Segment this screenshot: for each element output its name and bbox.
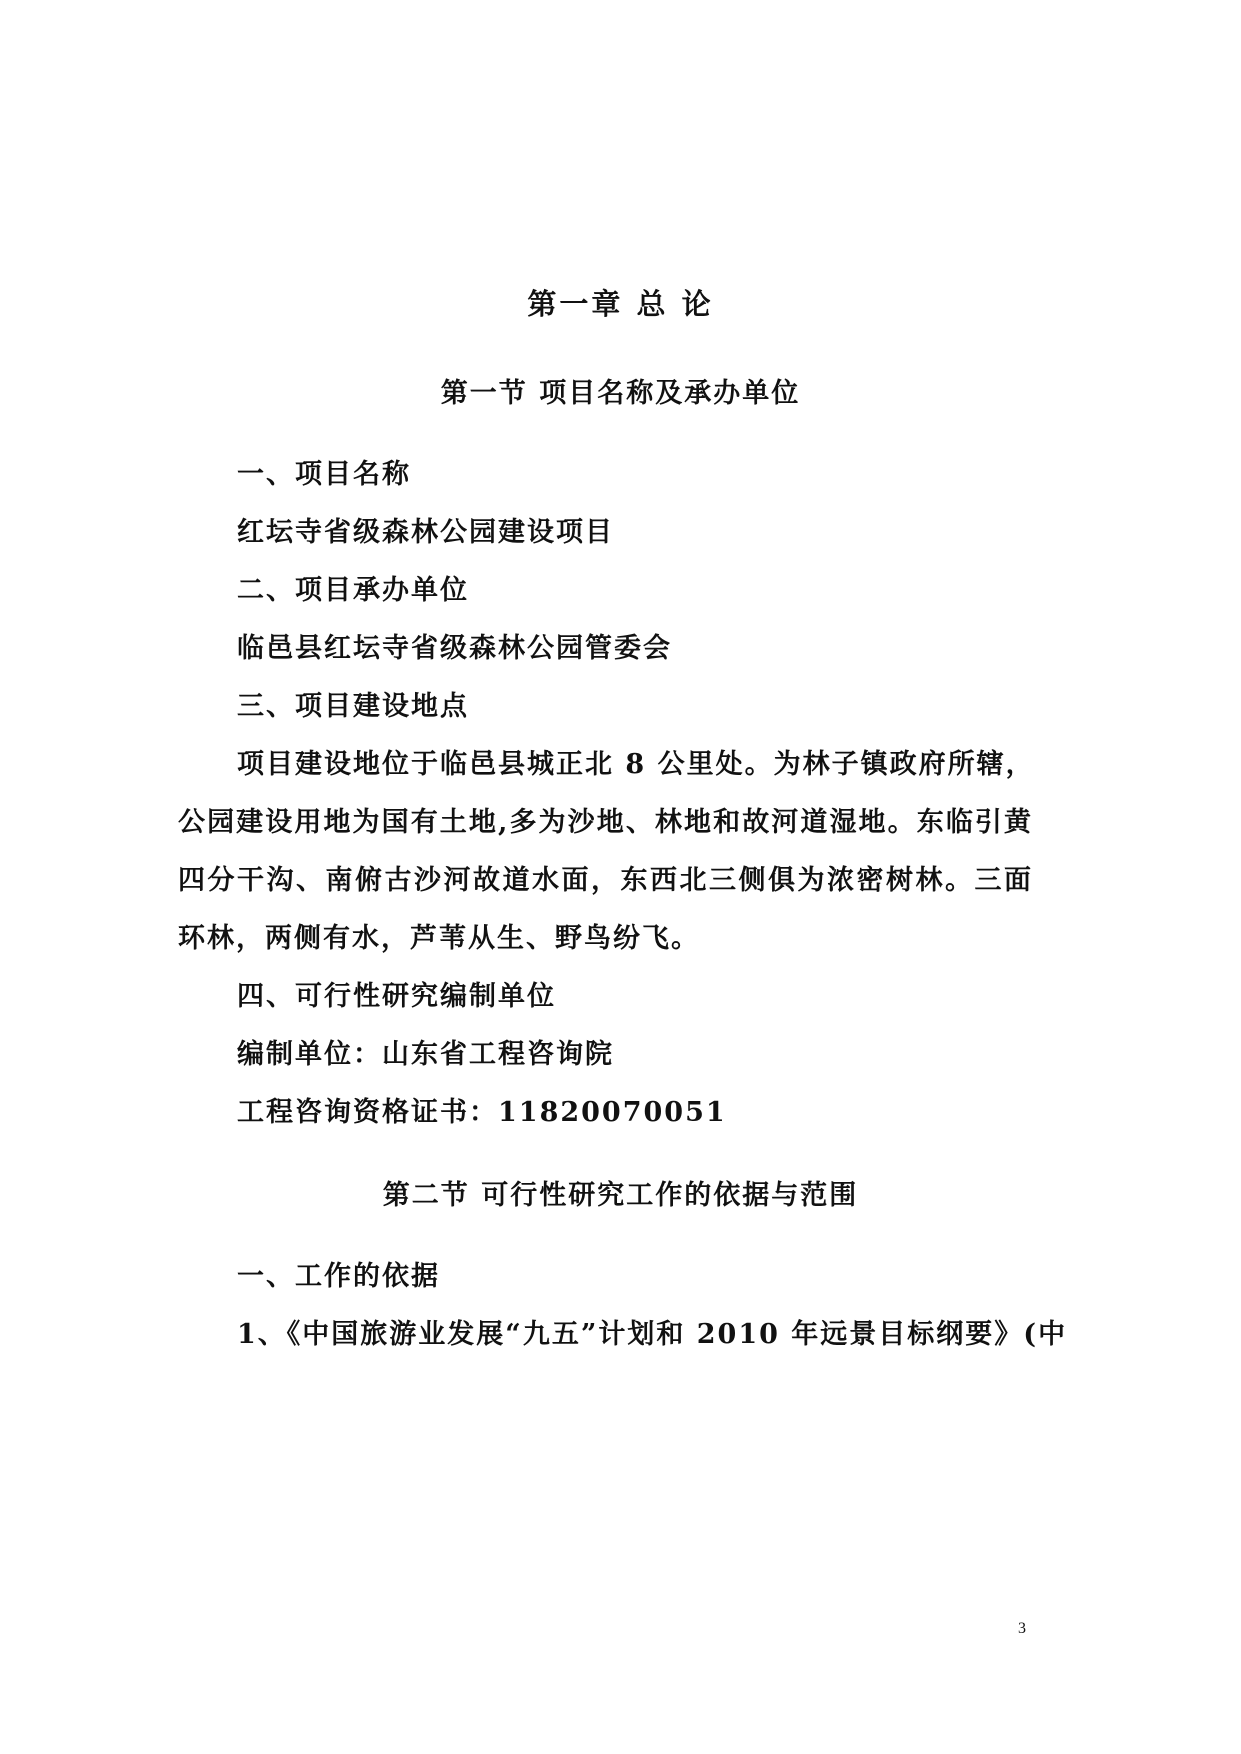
item-heading-location: 三、项目建设地点 xyxy=(237,691,469,722)
item-heading-project-name: 一、项目名称 xyxy=(237,459,411,490)
compiling-unit-text: 编制单位：山东省工程咨询院 xyxy=(237,1039,614,1070)
item-heading-undertaking-unit: 二、项目承办单位 xyxy=(237,575,469,606)
item-heading-work-basis: 一、工作的依据 xyxy=(237,1261,440,1292)
location-paragraph-line: 公园建设用地为国有土地,多为沙地、林地和故河道湿地。东临引黄 xyxy=(178,807,1033,838)
location-paragraph-line: 环林，两侧有水，芦苇从生、野鸟纷飞。 xyxy=(178,923,700,954)
item-heading-feasibility-unit: 四、可行性研究编制单位 xyxy=(237,981,556,1012)
location-paragraph-line: 四分干沟、南俯古沙河故道水面，东西北三侧俱为浓密树林。三面 xyxy=(178,865,1033,896)
undertaking-unit-text: 临邑县红坛寺省级森林公园管委会 xyxy=(237,633,672,664)
qualification-certificate-text: 工程咨询资格证书：11820070051 xyxy=(237,1097,727,1128)
section-title-2: 第二节 可行性研究工作的依据与范围 xyxy=(382,1180,859,1211)
location-paragraph-line: 项目建设地位于临邑县城正北 8 公里处。为林子镇政府所辖， xyxy=(237,749,1035,780)
chapter-title: 第一章 总 论 xyxy=(527,287,714,321)
page-number: 3 xyxy=(1018,1620,1026,1637)
project-name-text: 红坛寺省级森林公园建设项目 xyxy=(237,517,614,548)
basis-item-line: 1、《中国旅游业发展“九五”计划和 2010 年远景目标纲要》(中 xyxy=(237,1319,1068,1350)
section-title-1: 第一节 项目名称及承办单位 xyxy=(440,378,801,409)
